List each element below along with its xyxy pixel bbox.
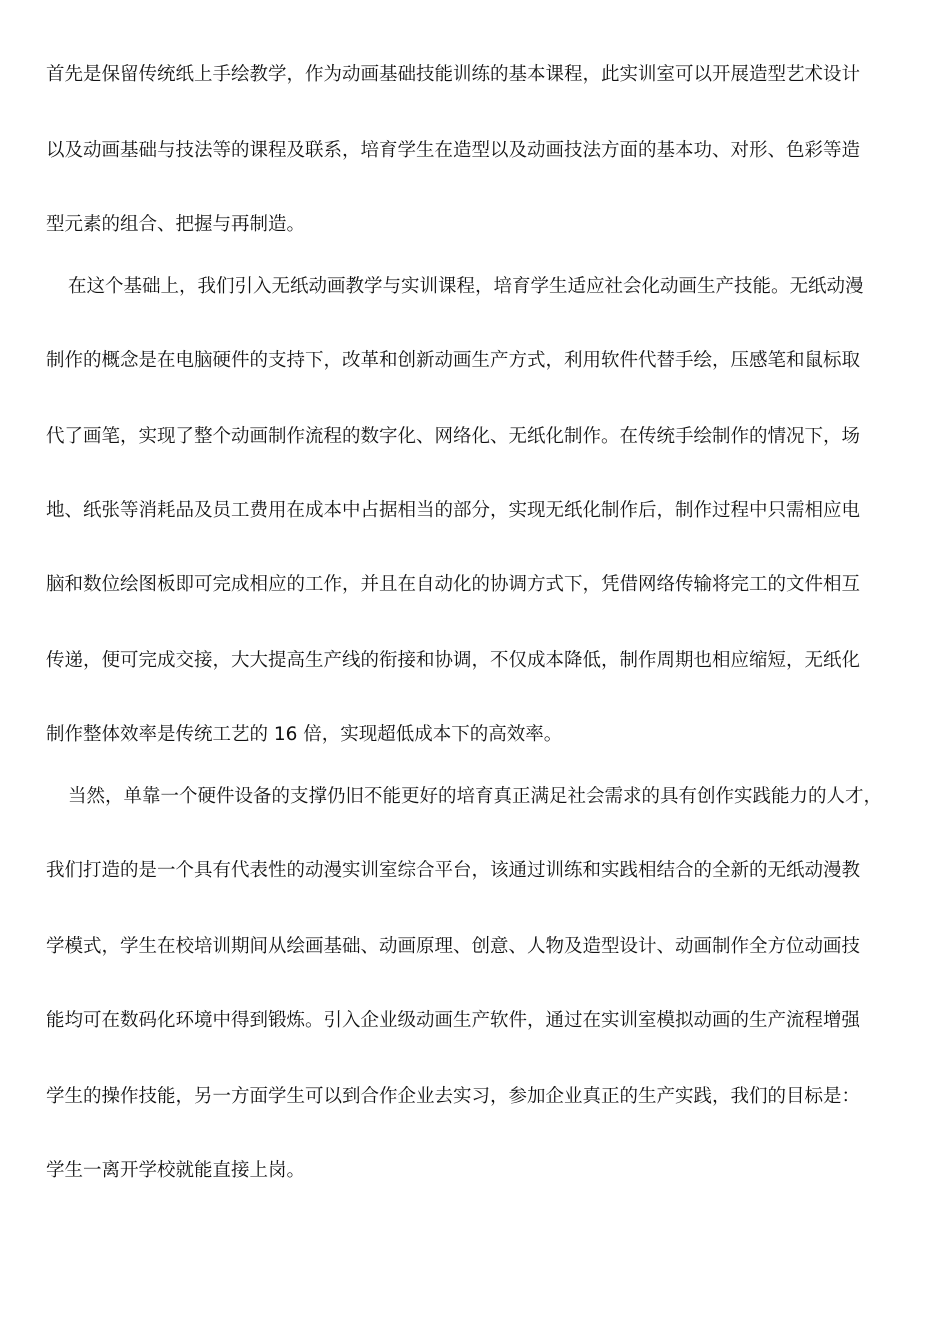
text-line: 地、纸张等消耗品及员工费用在成本中占据相当的部分，实现无纸化制作后，制作过程中只需相应电 xyxy=(46,500,861,521)
text-line: 当然，单靠一个硬件设备的支撑仍旧不能更好的培育真正满足社会需求的具有创作实践能力的人才， xyxy=(68,786,883,807)
text-line: 学模式，学生在校培训期间从绘画基础、动画原理、创意、人物及造型设计、动画制作全方位动画技 xyxy=(46,936,861,957)
text-line: 学生一离开学校就能直接上岗。 xyxy=(46,1160,306,1181)
text-line: 型元素的组合、把握与再制造。 xyxy=(46,214,306,235)
text-line: 在这个基础上，我们引入无纸动画教学与实训课程，培育学生适应社会化动画生产技能。无纸动漫 xyxy=(68,276,864,297)
text-line: 制作整体效率是传统工艺的 16 倍，实现超低成本下的高效率。 xyxy=(46,724,563,745)
text-line: 我们打造的是一个具有代表性的动漫实训室综合平台，该通过训练和实践相结合的全新的无纸动漫教 xyxy=(46,860,861,881)
text-line: 脑和数位绘图板即可完成相应的工作，并且在自动化的协调方式下，凭借网络传输将完工的文件相互 xyxy=(46,574,861,595)
text-line: 代了画笔，实现了整个动画制作流程的数字化、网络化、无纸化制作。在传统手绘制作的情况下，场 xyxy=(46,426,861,447)
text-line: 制作的概念是在电脑硬件的支持下，改革和创新动画生产方式，利用软件代替手绘，压感笔和鼠标取 xyxy=(46,350,861,371)
text-line: 首先是保留传统纸上手绘教学，作为动画基础技能训练的基本课程，此实训室可以开展造型艺术设计 xyxy=(46,64,861,85)
text-line: 能均可在数码化环境中得到锻炼。引入企业级动画生产软件，通过在实训室模拟动画的生产流程增强 xyxy=(46,1010,861,1031)
text-line: 学生的操作技能，另一方面学生可以到合作企业去实习，参加企业真正的生产实践，我们的目标是： xyxy=(46,1086,861,1107)
text-line: 传递，便可完成交接，大大提高生产线的衔接和协调，不仅成本降低，制作周期也相应缩短，无纸化 xyxy=(46,650,861,671)
text-line: 以及动画基础与技法等的课程及联系，培育学生在造型以及动画技法方面的基本功、对形、色彩等造 xyxy=(46,140,861,161)
